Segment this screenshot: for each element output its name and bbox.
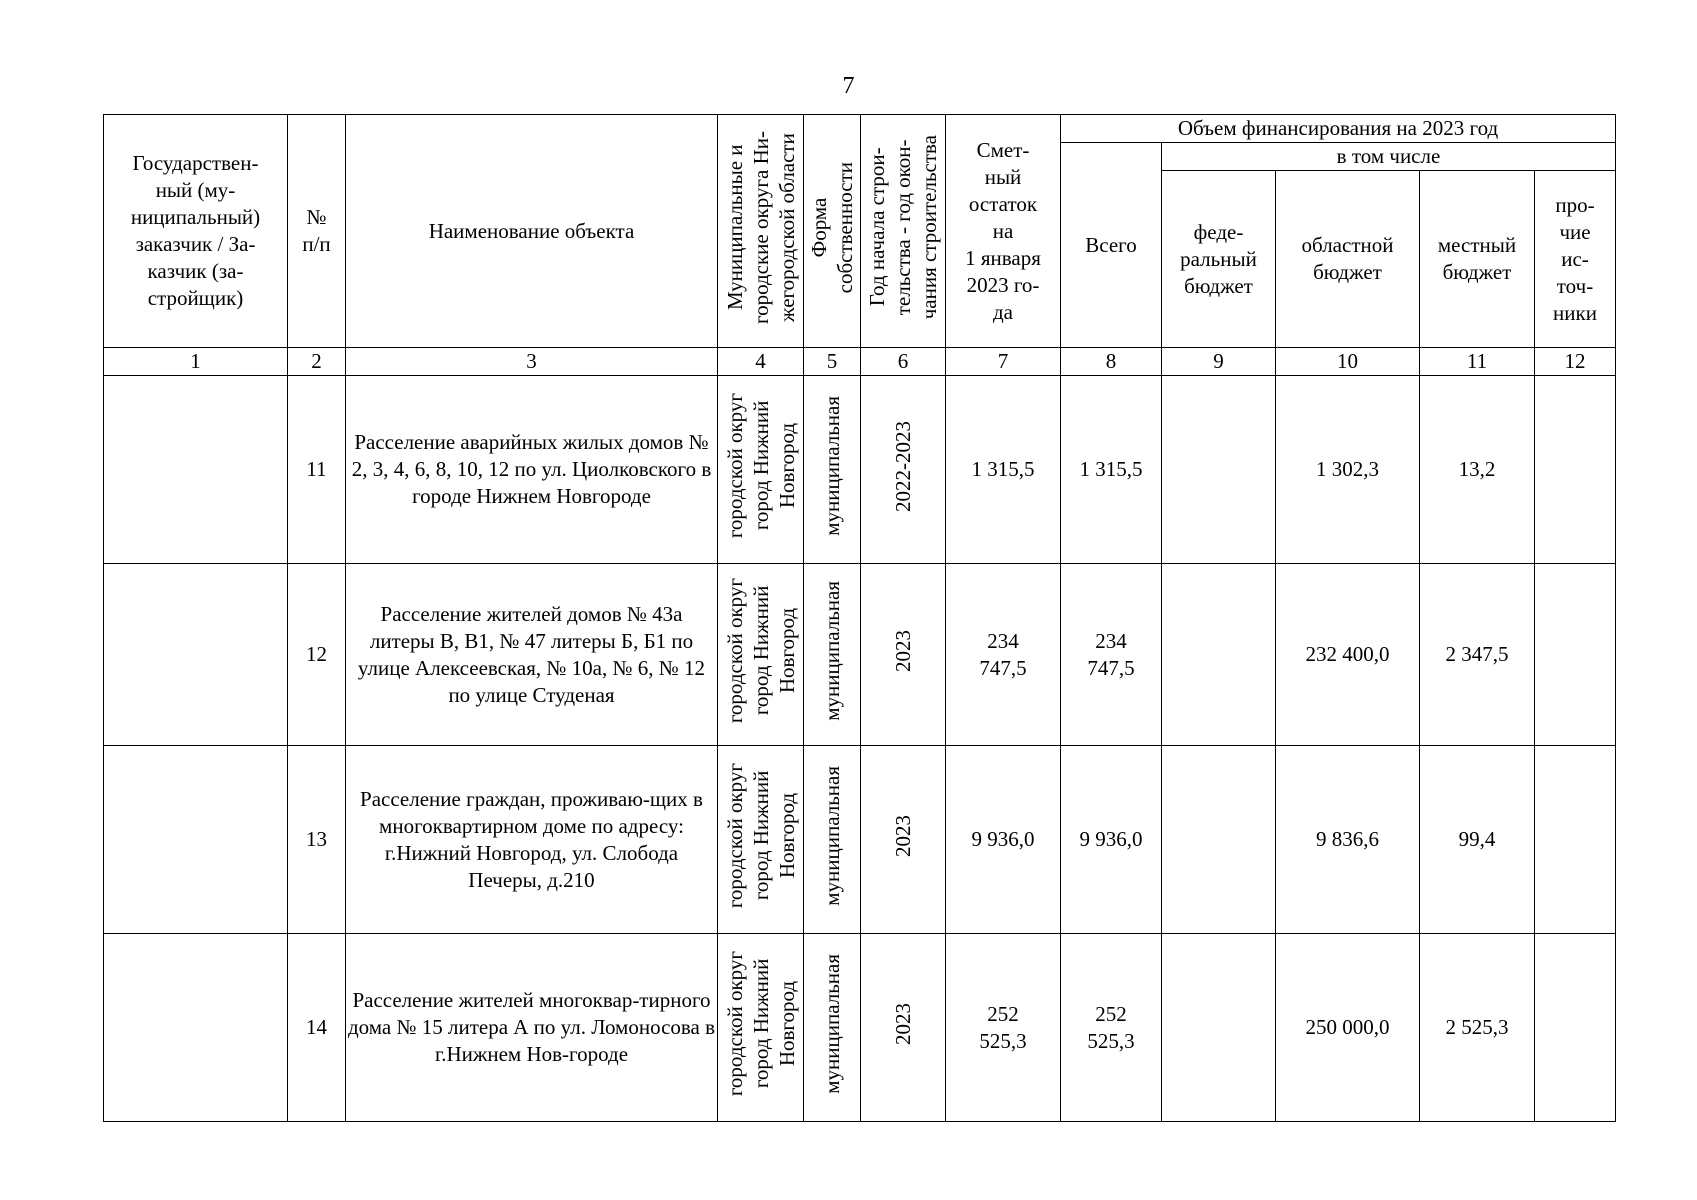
federal-cell	[1162, 564, 1276, 746]
ownership-cell: муниципальная	[804, 564, 861, 746]
ownership-cell: муниципальная	[804, 934, 861, 1122]
customer-cell	[104, 746, 288, 934]
estimate-remainder-cell: 1 315,5	[946, 376, 1061, 564]
municipality-cell: городской округ город Нижний Новгород	[718, 746, 804, 934]
estimate-remainder-cell: 9 936,0	[946, 746, 1061, 934]
regional-cell: 1 302,3	[1276, 376, 1420, 564]
estimate-remainder-cell: 234 747,5	[946, 564, 1061, 746]
other-cell	[1535, 376, 1616, 564]
header-including: в том числе	[1162, 143, 1616, 171]
column-number: 12	[1535, 348, 1616, 376]
object-name-cell: Расселение жителей домов № 43а литеры В, В1, № 47 литеры Б, Б1 по улице Алексеевская, № 10а, № 6, № 12 по улице Студеная	[346, 564, 718, 746]
municipality-cell: городской округ город Нижний Новгород	[718, 376, 804, 564]
local-cell: 13,2	[1420, 376, 1535, 564]
column-number: 5	[804, 348, 861, 376]
regional-cell: 250 000,0	[1276, 934, 1420, 1122]
federal-cell	[1162, 746, 1276, 934]
header-funding-title: Объем финансирования на 2023 год	[1061, 115, 1616, 143]
municipality-cell: городской округ город Нижний Новгород	[718, 934, 804, 1122]
column-number: 9	[1162, 348, 1276, 376]
column-number: 6	[861, 348, 946, 376]
total-cell: 1 315,5	[1061, 376, 1162, 564]
object-name-cell: Расселение жителей многоквар-тирного дома № 15 литера А по ул. Ломоносова в г.Нижнем Нов-городе	[346, 934, 718, 1122]
table-row	[104, 746, 1616, 934]
column-number: 7	[946, 348, 1061, 376]
header-estimate-remainder: Смет- ный остаток на 1 января 2023 го- да	[946, 115, 1061, 348]
table-row	[104, 564, 1616, 746]
financing-table	[103, 114, 1616, 1122]
municipality-cell: городской округ город Нижний Новгород	[718, 564, 804, 746]
column-number: 3	[346, 348, 718, 376]
column-number: 1	[104, 348, 288, 376]
header-regional: областной бюджет	[1276, 171, 1420, 348]
customer-cell	[104, 376, 288, 564]
years-cell: 2023	[861, 564, 946, 746]
column-number: 8	[1061, 348, 1162, 376]
number-cell: 13	[288, 746, 346, 934]
other-cell	[1535, 564, 1616, 746]
object-name-cell: Расселение аварийных жилых домов № 2, 3, 4, 6, 8, 10, 12 по ул. Циолковского в городе Нижнем Новгороде	[346, 376, 718, 564]
header-years: Год начала строи- тельства - год окон- чания строительства	[861, 115, 946, 348]
object-name-cell: Расселение граждан, проживаю-щих в многоквартирном доме по адресу: г.Нижний Новгород, ул. Слобода Печеры, д.210	[346, 746, 718, 934]
total-cell: 252 525,3	[1061, 934, 1162, 1122]
other-cell	[1535, 746, 1616, 934]
years-cell: 2023	[861, 746, 946, 934]
total-cell: 234 747,5	[1061, 564, 1162, 746]
column-number: 10	[1276, 348, 1420, 376]
column-number: 2	[288, 348, 346, 376]
years-cell: 2022-2023	[861, 376, 946, 564]
header-ownership: Форма собственности	[804, 115, 861, 348]
number-cell: 12	[288, 564, 346, 746]
header-object-name: Наименование объекта	[346, 115, 718, 348]
ownership-cell: муниципальная	[804, 746, 861, 934]
local-cell: 2 525,3	[1420, 934, 1535, 1122]
table-row	[104, 934, 1616, 1122]
header-federal: феде- ральный бюджет	[1162, 171, 1276, 348]
number-cell: 11	[288, 376, 346, 564]
header-total: Всего	[1061, 143, 1162, 348]
regional-cell: 232 400,0	[1276, 564, 1420, 746]
local-cell: 2 347,5	[1420, 564, 1535, 746]
header-local: местный бюджет	[1420, 171, 1535, 348]
years-cell: 2023	[861, 934, 946, 1122]
federal-cell	[1162, 934, 1276, 1122]
customer-cell	[104, 934, 288, 1122]
regional-cell: 9 836,6	[1276, 746, 1420, 934]
column-numbers-row	[104, 348, 1616, 376]
header-number: № п/п	[288, 115, 346, 348]
total-cell: 9 936,0	[1061, 746, 1162, 934]
number-cell: 14	[288, 934, 346, 1122]
column-number: 4	[718, 348, 804, 376]
header-customer: Государствен- ный (му- ниципальный) заказчик / За- казчик (за- стройщик)	[104, 115, 288, 348]
customer-cell	[104, 564, 288, 746]
header-municipality: Муниципальные и городские округа Ни- жегородской области	[718, 115, 804, 348]
federal-cell	[1162, 376, 1276, 564]
estimate-remainder-cell: 252 525,3	[946, 934, 1061, 1122]
header-row-1	[104, 115, 1616, 143]
ownership-cell: муниципальная	[804, 376, 861, 564]
header-other: про- чие ис- точ- ники	[1535, 171, 1616, 348]
page-number: 7	[842, 73, 855, 99]
table-row	[104, 376, 1616, 564]
local-cell: 99,4	[1420, 746, 1535, 934]
other-cell	[1535, 934, 1616, 1122]
column-number: 11	[1420, 348, 1535, 376]
